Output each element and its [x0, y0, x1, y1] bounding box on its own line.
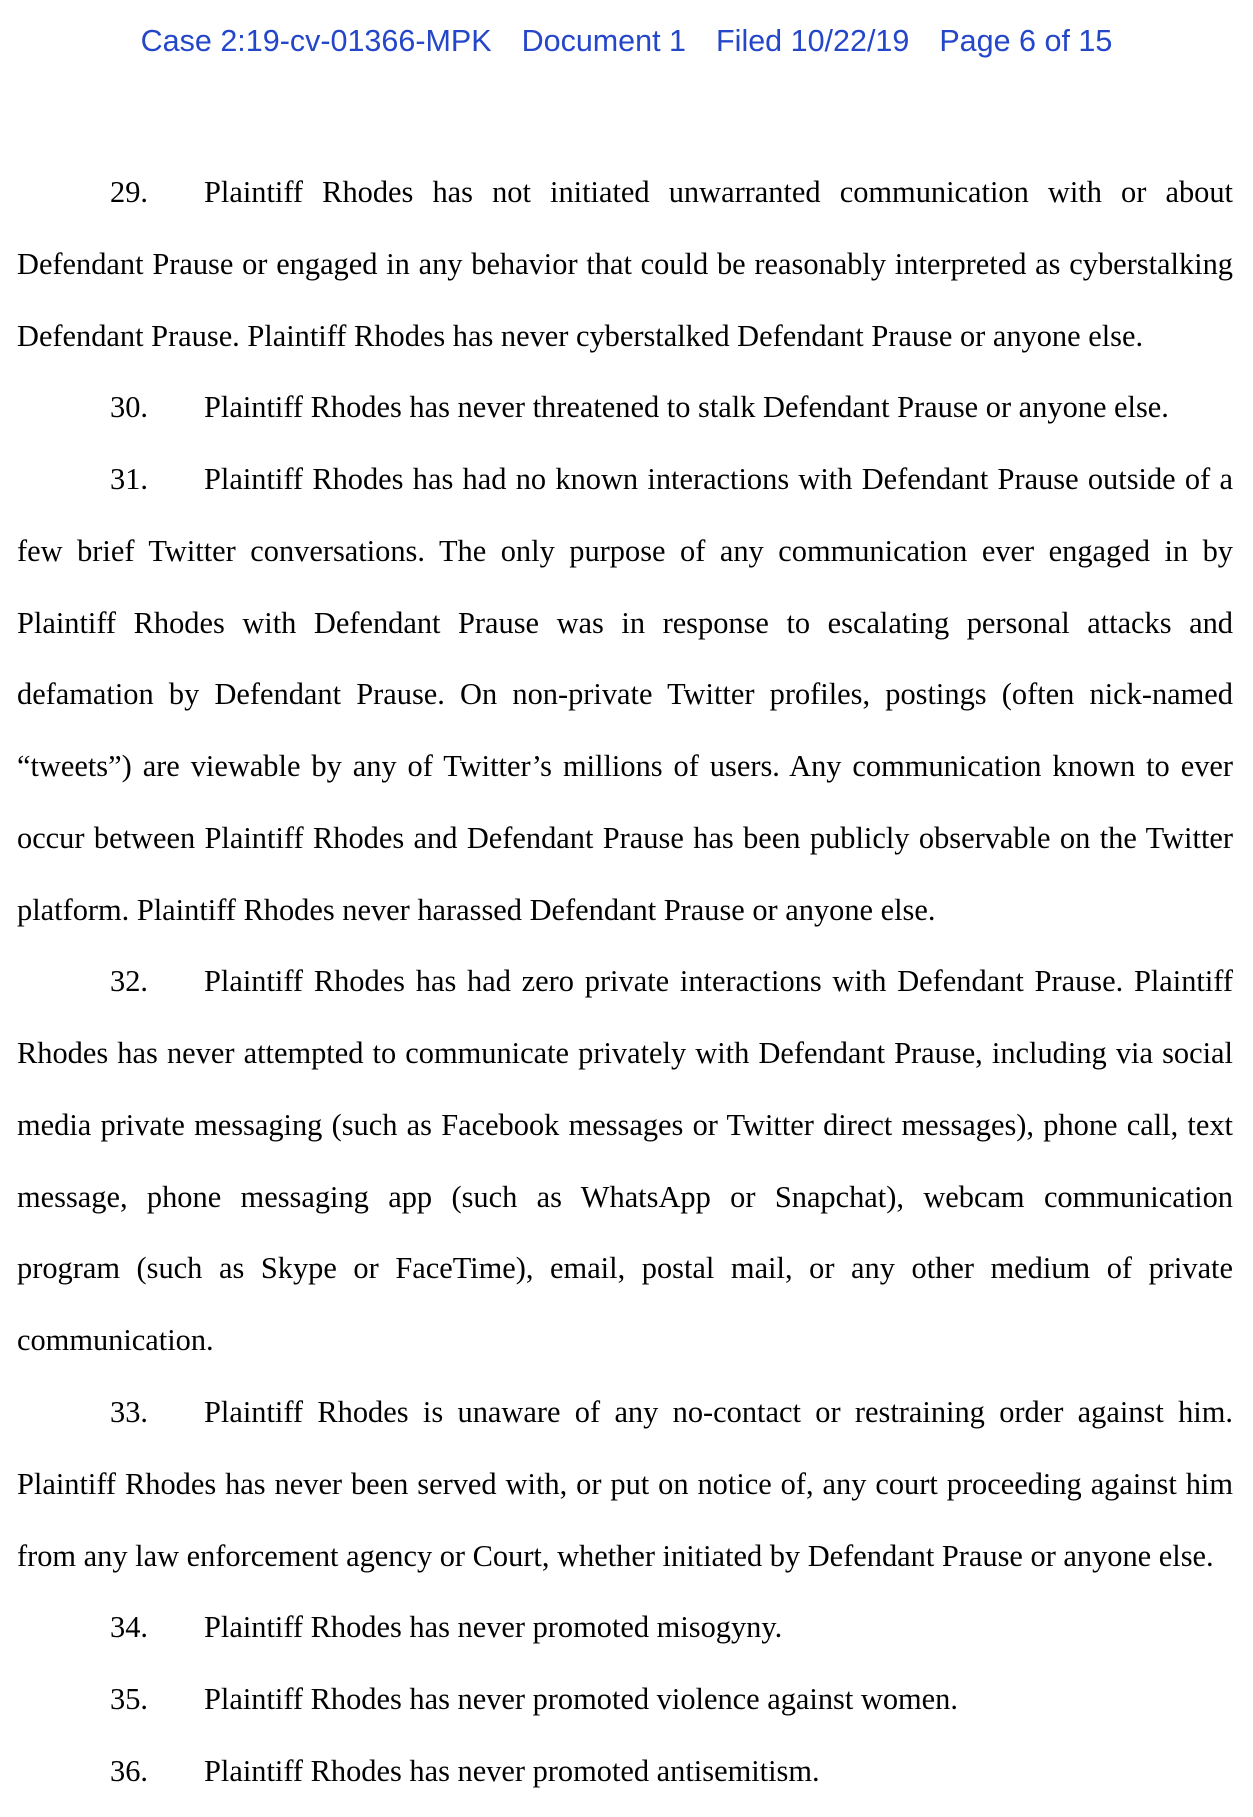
line-text: Defendant Prause or engaged in any behavior that could be reasonably interpreted as cyberstalking: [17, 246, 1233, 281]
paragraph-33: [17, 1377, 1233, 1592]
line-text: Plaintiff Rhodes has never been served with, or put on notice of, any court proceeding against him: [17, 1466, 1233, 1501]
line-text: Plaintiff Rhodes is unaware of any no-contact or restraining order against him.: [204, 1395, 1233, 1430]
paragraph-line: [17, 301, 1233, 373]
line-text: Plaintiff Rhodes has not initiated unwarranted communication with or about: [204, 175, 1233, 209]
line-text: platform. Plaintiff Rhodes never harassed Defendant Prause or anyone else.: [17, 892, 936, 927]
line-text: communication.: [17, 1323, 214, 1358]
paragraph-line: [17, 1664, 1233, 1736]
case-header: [0, 21, 1253, 61]
paragraph-line: [17, 1018, 1233, 1090]
paragraph-line: [17, 157, 1233, 229]
paragraph-line: [17, 731, 1233, 803]
line-text: program (such as Skype or FaceTime), email, postal mail, or any other medium of private: [17, 1251, 1233, 1286]
paragraph-number: 35.: [110, 1682, 148, 1717]
paragraph-number: 31.: [110, 462, 148, 497]
line-text: from any law enforcement agency or Court, whether initiated by Defendant Prause or anyone else.: [17, 1538, 1214, 1573]
paragraph-line: [17, 946, 1233, 1018]
paragraph-34: [17, 1592, 1233, 1664]
paragraph-line: [17, 444, 1233, 516]
paragraph-line: [17, 875, 1233, 947]
line-text: Plaintiff Rhodes has had no known interactions with Defendant Prause outside of a: [204, 462, 1233, 497]
paragraph-line: [17, 516, 1233, 588]
line-text: defamation by Defendant Prause. On non-private Twitter profiles, postings (often nick-named: [17, 677, 1233, 712]
paragraph-32: [17, 946, 1233, 1377]
line-text: Plaintiff Rhodes has never promoted violence against women.: [204, 1682, 958, 1717]
paragraph-line: [17, 588, 1233, 660]
line-text: Plaintiff Rhodes has never promoted antisemitism.: [204, 1753, 820, 1788]
paragraph-number: 33.: [110, 1395, 148, 1430]
paragraph-line: [17, 1305, 1233, 1377]
paragraph-line: [17, 1162, 1233, 1234]
paragraph-number: 32.: [110, 964, 148, 999]
line-text: “tweets”) are viewable by any of Twitter’s millions of users. Any communication known to ever: [17, 749, 1233, 784]
paragraph-line: [17, 1521, 1233, 1593]
paragraph-31: [17, 444, 1233, 946]
paragraph-36: [17, 1736, 1233, 1808]
paragraph-line: [17, 1449, 1233, 1521]
paragraph-number: 29.: [110, 175, 148, 209]
paragraph-line: [17, 1592, 1233, 1664]
paragraph-line: [17, 1736, 1233, 1808]
line-text: few brief Twitter conversations. The only purpose of any communication ever engaged in by: [17, 533, 1233, 568]
line-text: media private messaging (such as Facebook messages or Twitter direct messages), phone call, text: [17, 1107, 1233, 1142]
line-text: Plaintiff Rhodes has never threatened to stalk Defendant Prause or anyone else.: [204, 390, 1169, 425]
paragraph-number: 34.: [110, 1610, 148, 1645]
filed-date: Filed 10/22/19: [716, 24, 910, 58]
paragraph-number: 36.: [110, 1753, 148, 1788]
paragraph-35: [17, 1664, 1233, 1736]
paragraph-number: 30.: [110, 390, 148, 425]
page-number: Page 6 of 15: [939, 24, 1113, 58]
paragraph-line: [17, 659, 1233, 731]
paragraph-29: [17, 157, 1233, 372]
line-text: Plaintiff Rhodes with Defendant Prause was in response to escalating personal attacks and: [17, 605, 1233, 640]
paragraph-line: [17, 1377, 1233, 1449]
line-text: Defendant Prause. Plaintiff Rhodes has never cyberstalked Defendant Prause or anyone else.: [17, 318, 1144, 353]
line-text: Plaintiff Rhodes has never promoted misogyny.: [204, 1610, 783, 1645]
paragraph-30: [17, 372, 1233, 444]
case-number: Case 2:19-cv-01366-MPK: [140, 24, 492, 58]
line-text: Plaintiff Rhodes has had zero private interactions with Defendant Prause. Plaintiff: [204, 964, 1233, 999]
line-text: message, phone messaging app (such as WhatsApp or Snapchat), webcam communication: [17, 1179, 1233, 1214]
line-text: Rhodes has never attempted to communicate privately with Defendant Prause, including via social: [17, 1036, 1233, 1071]
paragraph-line: [17, 803, 1233, 875]
paragraph-line: [17, 1233, 1233, 1305]
document-number: Document 1: [521, 24, 687, 58]
paragraph-line: [17, 372, 1233, 444]
line-text: occur between Plaintiff Rhodes and Defendant Prause has been publicly observable on the Twitter: [17, 820, 1233, 855]
document-body: [17, 157, 1233, 1808]
paragraph-line: [17, 229, 1233, 301]
paragraph-line: [17, 1090, 1233, 1162]
